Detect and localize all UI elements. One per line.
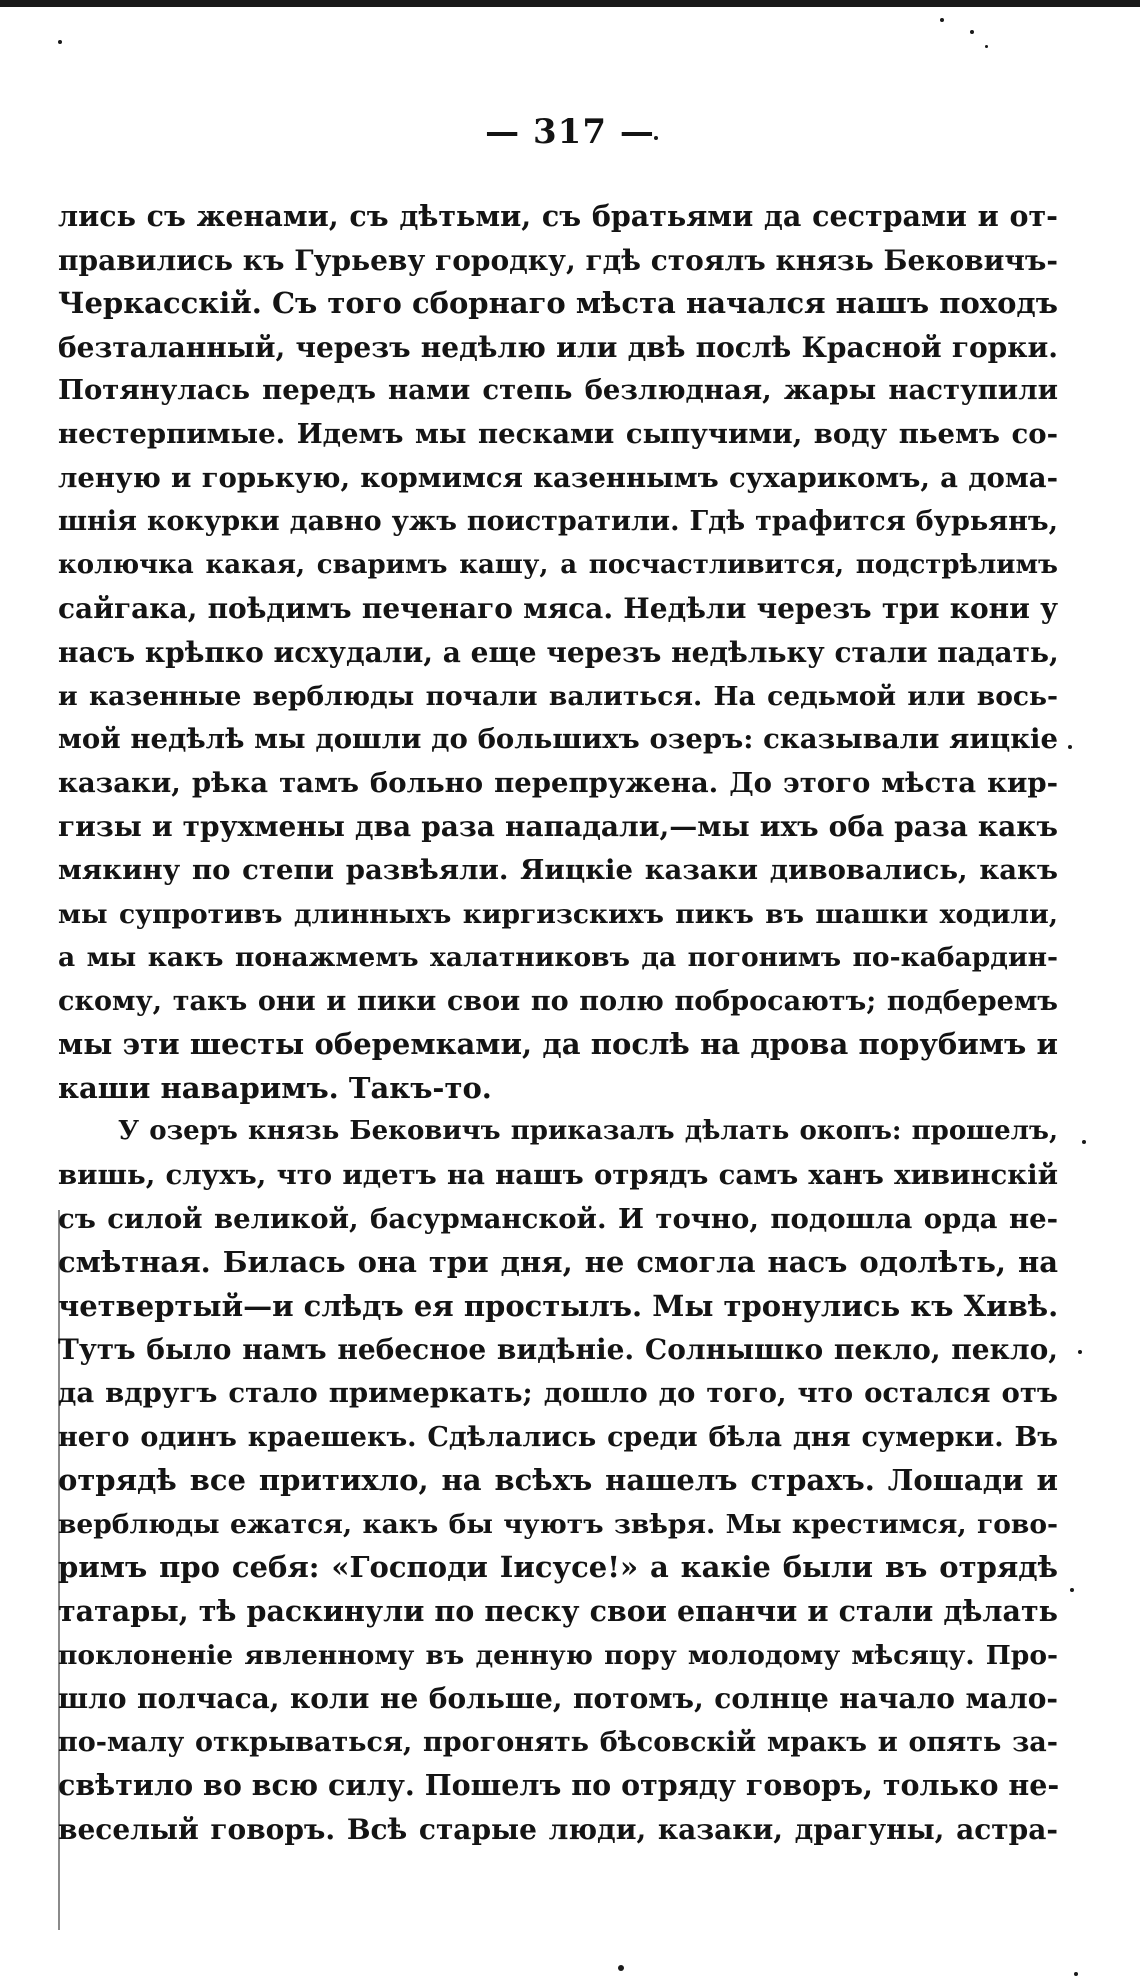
text-line: татары, тѣ раскинули по песку свои епанчи и стали дѣлать [58, 1594, 1058, 1628]
ink-speck [1082, 1140, 1086, 1144]
text-line: нестерпимые. Идемъ мы песками сыпучими, воду пьемъ со- [58, 417, 1058, 450]
text-line: Потянулась передъ нами степь безлюдная, жары наступили [58, 374, 1058, 407]
text-line: мой недѣлѣ мы дошли до большихъ озеръ: сказывали яицкіе [58, 723, 1058, 756]
text-line: гизы и трухмены два раза нападали,—мы ихъ оба раза какъ [58, 810, 1058, 844]
text-line: отрядѣ все притихло, на всѣхъ нашелъ страхъ. Лошади и [58, 1463, 1058, 1498]
text-line: колючка какая, сваримъ кашу, а посчастливится, подстрѣлимъ [58, 549, 1058, 580]
text-line: казаки, рѣка тамъ больно перепружена. До этого мѣста кир- [58, 766, 1058, 799]
top-border-rule [0, 0, 1140, 7]
text-line: скому, такъ они и пики свои по полю побросаютъ; подберемъ [58, 985, 1058, 1017]
ink-speck [1078, 1350, 1082, 1354]
text-line: лись съ женами, съ дѣтьми, съ братьями да сестрами и от- [58, 199, 1058, 233]
paragraph [58, 1110, 1058, 1851]
body-text [58, 195, 1058, 1852]
ink-speck [985, 45, 988, 48]
text-line: и казенные верблюды почали валиться. На седьмой или вось- [58, 680, 1058, 712]
text-line: шнія кокурки давно ужъ поистратили. Гдѣ трафится бурьянъ, [58, 506, 1058, 538]
text-line: свѣтило во всю силу. Пошелъ по отряду говоръ, только не- [58, 1768, 1060, 1803]
text-line: насъ крѣпко исхудали, а еще черезъ недѣльку стали падать, [58, 635, 1059, 669]
ink-speck [58, 40, 62, 44]
text-line: шло полчаса, коли не больше, потомъ, солнце начало мало- [58, 1682, 1058, 1716]
ink-speck [1068, 745, 1072, 749]
text-line: каши наваримъ. Такъ-то. [58, 1070, 492, 1105]
text-line: правились къ Гурьеву городку, гдѣ стоялъ князь Бековичъ- [58, 243, 1058, 277]
text-line: Тутъ было намъ небесное видѣніе. Солнышко пекло, пекло, [58, 1333, 1058, 1367]
text-line: У озеръ князь Бековичъ приказалъ дѣлать окопъ: прошелъ, [118, 1116, 1058, 1147]
text-line: леную и горькую, кормимся казеннымъ сухарикомъ, а дома- [58, 461, 1058, 494]
text-line: Черкасскій. Съ того сборнаго мѣста начался нашъ походъ [58, 286, 1058, 321]
ink-speck [618, 1965, 624, 1971]
text-line: смѣтная. Билась она три дня, не смогла насъ одолѣть, на [58, 1245, 1058, 1280]
text-line: поклоненіе явленному въ денную пору молодому мѣсяцу. Про- [58, 1639, 1058, 1671]
text-line: мы супротивъ длинныхъ киргизскихъ пикъ въ шашки ходили, [58, 898, 1058, 930]
text-line: веселый говоръ. Всѣ старые люди, казаки, драгуны, астра- [58, 1812, 1058, 1846]
text-line: да вдругъ стало примеркать; дошло до того, что остался отъ [58, 1377, 1058, 1410]
text-line: римъ про себя: «Господи Іисусе!» а какіе были въ отрядѣ [58, 1550, 1058, 1585]
text-line: мы эти шесты оберемками, да послѣ на дрова порубимъ и [58, 1027, 1058, 1062]
text-line: сайгака, поѣдимъ печенаго мяса. Недѣли черезъ три кони у [58, 592, 1058, 626]
text-line: мякину по степи развѣяли. Яицкіе казаки дивовались, какъ [58, 853, 1058, 886]
text-line: а мы какъ понажмемъ халатниковъ да погонимъ по-кабардин- [58, 942, 1058, 974]
text-line: верблюды ежатся, какъ бы чуютъ звѣря. Мы крестимся, гово- [58, 1508, 1058, 1540]
ink-speck [970, 30, 974, 34]
ink-speck [940, 18, 944, 22]
text-line: безталанный, черезъ недѣлю или двѣ послѣ Красной горки. [58, 330, 1058, 364]
text-line: вишь, слухъ, что идетъ на нашъ отрядъ самъ ханъ хивинскій [58, 1159, 1058, 1192]
paragraph [58, 195, 1058, 1110]
page-number: — 317 — [485, 112, 655, 152]
text-line: четвертый—и слѣдъ ея простылъ. Мы тронулись къ Хивѣ. [58, 1288, 1059, 1323]
text-line: по-малу открываться, прогонять бѣсовскій мракъ и опять за- [58, 1726, 1058, 1758]
text-line: съ силой великой, басурманской. И точно, подошла орда не- [58, 1202, 1058, 1235]
ink-speck [1074, 1972, 1078, 1976]
ink-speck [1070, 1588, 1074, 1592]
text-line: него одинъ краешекъ. Сдѣлались среди бѣла дня сумерки. Въ [58, 1421, 1058, 1453]
